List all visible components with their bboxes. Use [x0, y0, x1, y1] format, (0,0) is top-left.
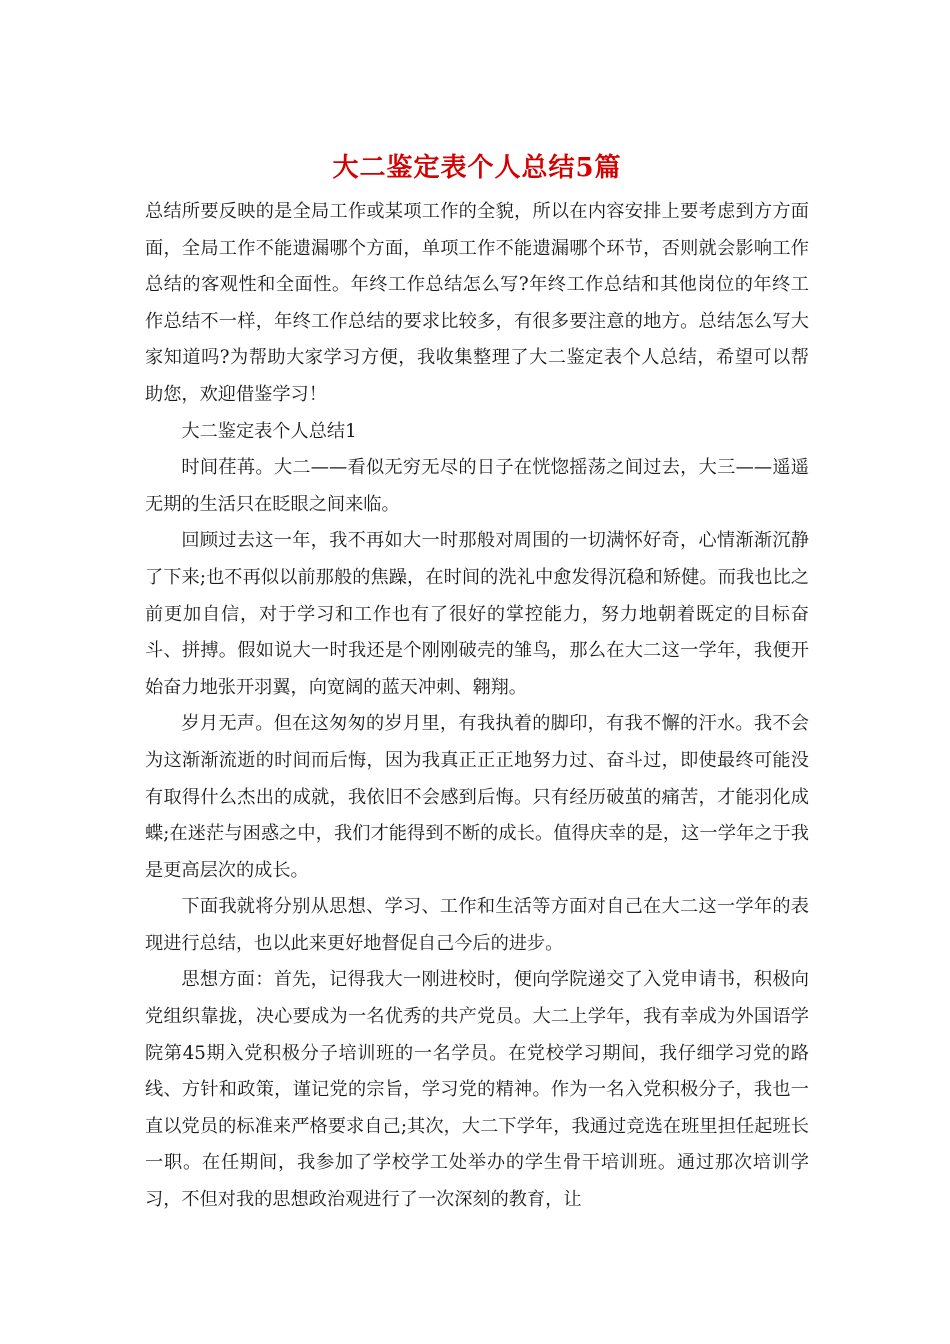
body-paragraph: 下面我就将分别从思想、学习、工作和生活等方面对自己在大二这一学年的表现进行总结，也以此来更好地督促自己今后的进步。: [145, 896, 809, 954]
body-paragraph: 岁月无声。但在这匆匆的岁月里，有我执着的脚印，有我不懈的汗水。我不会为这渐渐流逝的时间而后悔，因为我真正正正地努力过、奋斗过，即使最终可能没有取得什么杰出的成就，我依旧不会感到后悔。只有经历破茧的痛苦，才能羽化成蝶;在迷茫与困惑之中，我们才能得到不断的成长。值得庆幸的是，这一学年之于我是更高层次的成长。: [145, 713, 809, 881]
body-paragraph: 回顾过去这一年，我不再如大一时那般对周围的一切满怀好奇，心情渐渐沉静了下来;也不再似以前那般的焦躁，在时间的洗礼中愈发得沉稳和矫健。而我也比之前更加自信，对于学习和工作也有了很好的掌控能力，努力地朝着既定的目标奋斗、拼搏。假如说大一时我还是个刚刚破壳的雏鸟，那么在大二这一学年，我便开始奋力地张开羽翼，向宽阔的蓝天冲刺、翱翔。: [145, 530, 809, 698]
body-paragraph: 时间荏苒。大二——看似无穷无尽的日子在恍惚摇荡之间过去，大三——遥遥无期的生活只在眨眼之间来临。: [145, 457, 809, 515]
document-title: 大二鉴定表个人总结5篇: [332, 153, 622, 183]
document-body: [145, 194, 809, 1219]
body-paragraph: 思想方面：首先，记得我大一刚进校时，便向学院递交了入党申请书，积极向党组织靠拢，决心要成为一名优秀的共产党员。大二上学年，我有幸成为外国语学院第45期入党积极分子培训班的一名学员。在党校学习期间，我仔细学习党的路线、方针和政策，谨记党的宗旨，学习党的精神。作为一名入党积极分子，我也一直以党员的标准来严格要求自己;其次，大二下学年，我通过竞选在班里担任起班长一职。在任期间，我参加了学校学工处举办的学生骨干培训班。通过那次培训学习，不但对我的思想政治观进行了一次深刻的教育，让: [145, 969, 809, 1211]
intro-paragraph: 总结所要反映的是全局工作或某项工作的全貌，所以在内容安排上要考虑到方方面面，全局工作不能遗漏哪个方面，单项工作不能遗漏哪个环节，否则就会影响工作总结的客观性和全面性。年终工作总结怎么写?年终工作总结和其他岗位的年终工作总结不一样，年终工作总结的要求比较多，有很多要注意的地方。总结怎么写大家知道吗?为帮助大家学习方便，我收集整理了大二鉴定表个人总结，希望可以帮助您，欢迎借鉴学习！: [145, 201, 809, 405]
section-heading: 大二鉴定表个人总结1: [181, 420, 357, 442]
